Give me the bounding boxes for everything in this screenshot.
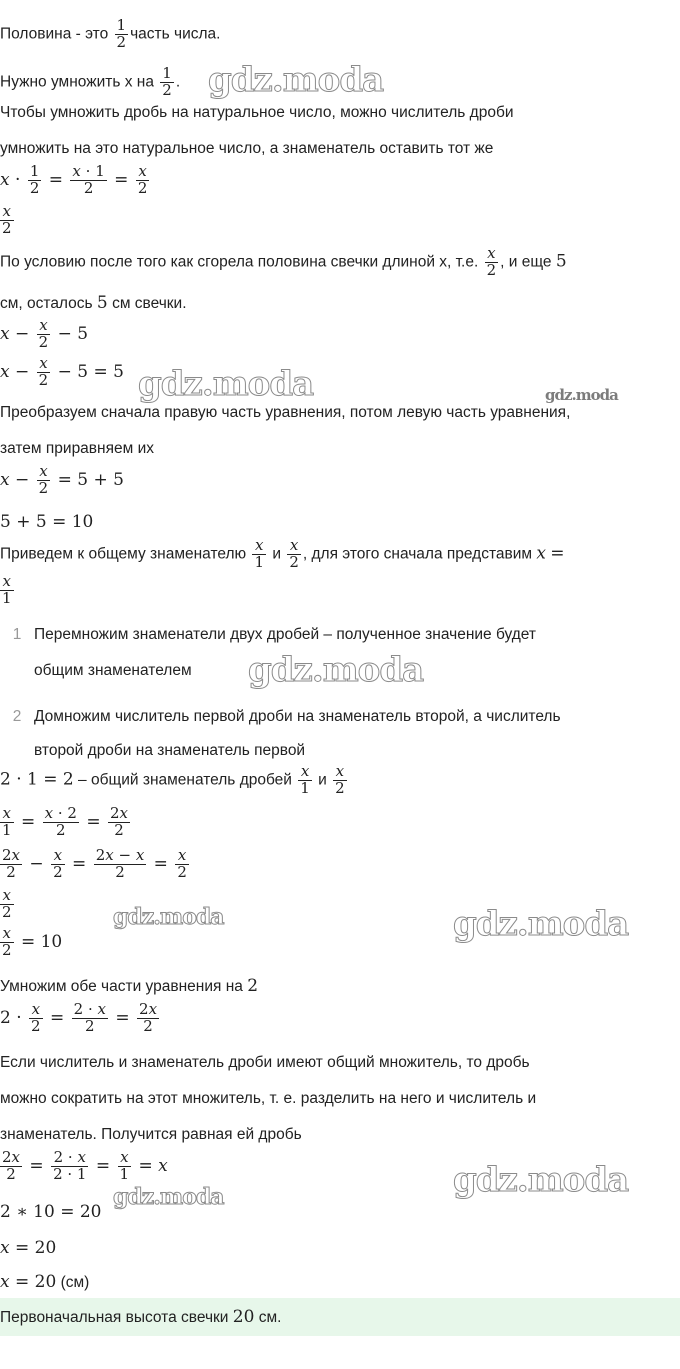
watermark: gdz.moda bbox=[453, 1160, 629, 1200]
formula: x − $\frac{x}{2}$ − 5 = 5 bbox=[0, 354, 124, 389]
text-line: Приведем к общему знаменателю $\frac{x}{1}$ и $\frac{x}{2}$ , для этого сначала представим x = bbox=[0, 536, 565, 571]
formula: 2 · $\frac{x}{2}$ = $\frac{2 \cdot x}{2}$ = $\frac{2x}{2}$ bbox=[0, 1000, 158, 1035]
formula: $\frac{x}{2}$ = 10 bbox=[2, 924, 63, 959]
list-item-cont: второй дроби на знаменатель первой bbox=[34, 742, 306, 759]
text-line: см, осталось 5 см свечки. bbox=[0, 293, 187, 313]
watermark: gdz.moda bbox=[208, 60, 384, 100]
formula: x − $\frac{x}{2}$ − 5 bbox=[0, 316, 89, 351]
fraction: $\frac{1}{2}$ bbox=[116, 16, 127, 51]
list-item: 1 Перемножим знаменатели двух дробей – полученное значение будет bbox=[12, 626, 536, 643]
formula: $\frac{x}{1}$ = $\frac{x \cdot 2}{2}$ = $\frac{2x}{2}$ bbox=[2, 804, 129, 839]
formula: $\frac{x}{2}$ bbox=[2, 202, 12, 237]
formula: $\frac{2x}{2}$ − $\frac{x}{2}$ = $\frac{2x - x}{2}$ = $\frac{x}{2}$ bbox=[2, 846, 187, 881]
text-line: Если числитель и знаменатель дроби имеют общий множитель, то дробь bbox=[0, 1054, 530, 1071]
formula: 5 + 5 = 10 bbox=[0, 512, 94, 532]
watermark: gdz.moda bbox=[248, 650, 424, 690]
text-line: Преобразуем сначала правую часть уравнения, потом левую часть уравнения, bbox=[0, 404, 571, 421]
formula: x · $\frac{1}{2}$ = $\frac{x \cdot 1}{2}$ = $\frac{x}{2}$ bbox=[0, 162, 148, 197]
answer-text: Первоначальная высота свечки 20 см. bbox=[0, 1307, 282, 1327]
text-line: Чтобы умножить дробь на натуральное число, можно числитель дроби bbox=[0, 104, 514, 121]
watermark: gdz.moda bbox=[453, 904, 629, 944]
formula: x = 20 bbox=[0, 1238, 57, 1258]
fraction: $\frac{1}{2}$ bbox=[162, 64, 172, 99]
formula: x − $\frac{x}{2}$ = 5 + 5 bbox=[0, 462, 124, 497]
list-item: 2 Домножим числитель первой дроби на знаменатель второй, а числитель bbox=[12, 708, 561, 725]
formula: $\frac{x}{1}$ bbox=[2, 572, 12, 607]
text-line: Умножим обе части уравнения на 2 bbox=[0, 976, 259, 996]
text-line: Нужно умножить x на $\frac{1}{2}$ . bbox=[0, 64, 181, 99]
text-line: По условию после того как сгорела половина свечки длиной x, т.е. $\frac{x}{2}$ , и еще 5 bbox=[0, 244, 567, 279]
text-line: знаменатель. Получится равная ей дробь bbox=[0, 1126, 302, 1143]
list-item-cont: общим знаменателем bbox=[34, 662, 192, 679]
formula: $\frac{x}{2}$ bbox=[2, 886, 12, 921]
formula: $\frac{2x}{2}$ = $\frac{2 \cdot x}{2 \cdot 1}$ = $\frac{x}{1}$ = x bbox=[2, 1148, 168, 1183]
text-line: x = 20 (см) bbox=[0, 1272, 90, 1292]
watermark: gdz.moda bbox=[113, 904, 224, 930]
watermark: gdz.moda bbox=[545, 386, 618, 404]
answer-box bbox=[0, 1298, 680, 1336]
text-line: умножить на это натуральное число, а знаменатель оставить тот же bbox=[0, 140, 494, 157]
text-line: затем приравняем их bbox=[0, 440, 154, 457]
text-line: Половина - это $\frac{1}{2}$ часть числа. bbox=[0, 16, 221, 51]
formula: 2 ∗ 10 = 20 bbox=[0, 1202, 102, 1222]
text-line: можно сократить на этот множитель, т. е. разделить на него и числитель и bbox=[0, 1090, 537, 1107]
watermark: gdz.moda bbox=[113, 1184, 224, 1210]
watermark: gdz.moda bbox=[138, 364, 314, 404]
text-line: 2 · 1 = 2 – общий знаменатель дробей $\frac{x}{1}$ и $\frac{x}{2}$ bbox=[0, 762, 345, 797]
